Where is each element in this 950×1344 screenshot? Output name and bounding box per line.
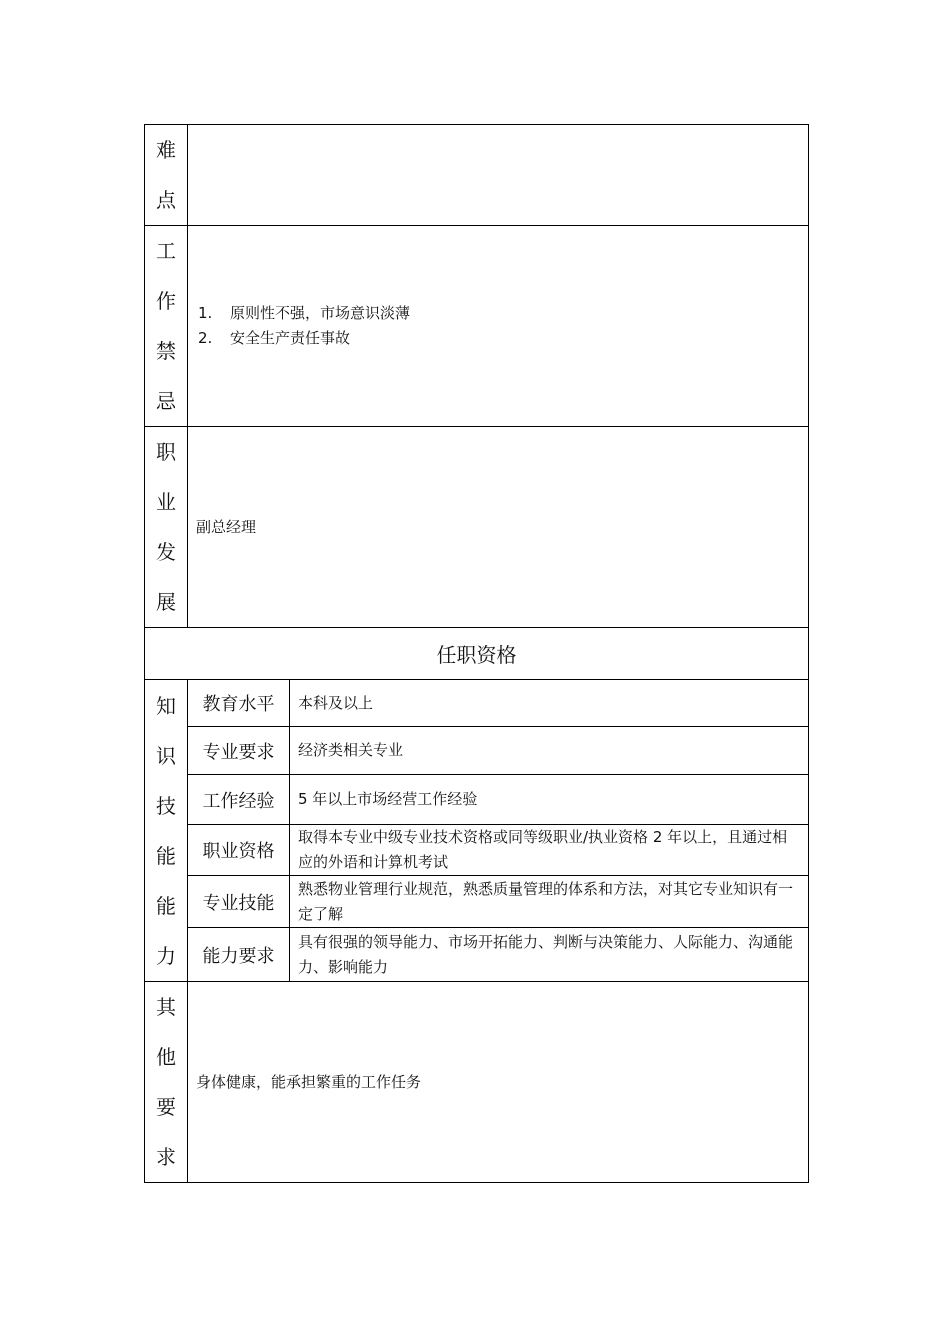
skills-value: 熟悉物业管理行业规范，熟悉质量管理的体系和方法，对其它专业知识有一定了解 [290,876,809,928]
certification-value: 取得本专业中级专业技术资格或同等级职业/执业资格 2 年以上，且通过相应的外语和计算机考试 [290,825,809,876]
experience-value: 5 年以上市场经营工作经验 [290,775,809,825]
list-item: 2. 安全生产责任事故 [198,329,351,347]
difficulty-content [188,125,809,226]
taboo-content [188,226,809,427]
major-value: 经济类相关专业 [290,727,809,775]
career-row [145,427,809,628]
career-label: 职 业 发 展 [145,427,188,628]
knowledge-label: 知 识 技 能 能 力 [145,680,188,982]
qualification-title-row [145,628,809,680]
education-label: 教育水平 [188,680,290,727]
knowledge-row [145,727,809,775]
taboo-label: 工 作 禁 忌 [145,226,188,427]
knowledge-row [145,680,809,727]
experience-label: 工作经验 [188,775,290,825]
other-label: 其 他 要 求 [145,982,188,1183]
taboo-row [145,226,809,427]
knowledge-row [145,825,809,876]
ability-value: 具有很强的领导能力、市场开拓能力、判断与决策能力、人际能力、沟通能力、影响能力 [290,928,809,982]
other-row [145,982,809,1183]
career-content: 副总经理 [188,427,809,628]
difficulty-row [145,125,809,226]
section-title: 任职资格 [145,628,809,680]
other-content: 身体健康，能承担繁重的工作任务 [188,982,809,1183]
taboo-list [196,301,800,351]
major-label: 专业要求 [188,727,290,775]
certification-label: 职业资格 [188,825,290,876]
ability-label: 能力要求 [188,928,290,982]
job-description-table [144,124,809,1183]
knowledge-row [145,876,809,928]
list-item: 1. 原则性不强，市场意识淡薄 [198,304,411,322]
difficulty-label: 难 点 [145,125,188,226]
knowledge-row [145,928,809,982]
skills-label: 专业技能 [188,876,290,928]
knowledge-row [145,775,809,825]
education-value: 本科及以上 [290,680,809,727]
